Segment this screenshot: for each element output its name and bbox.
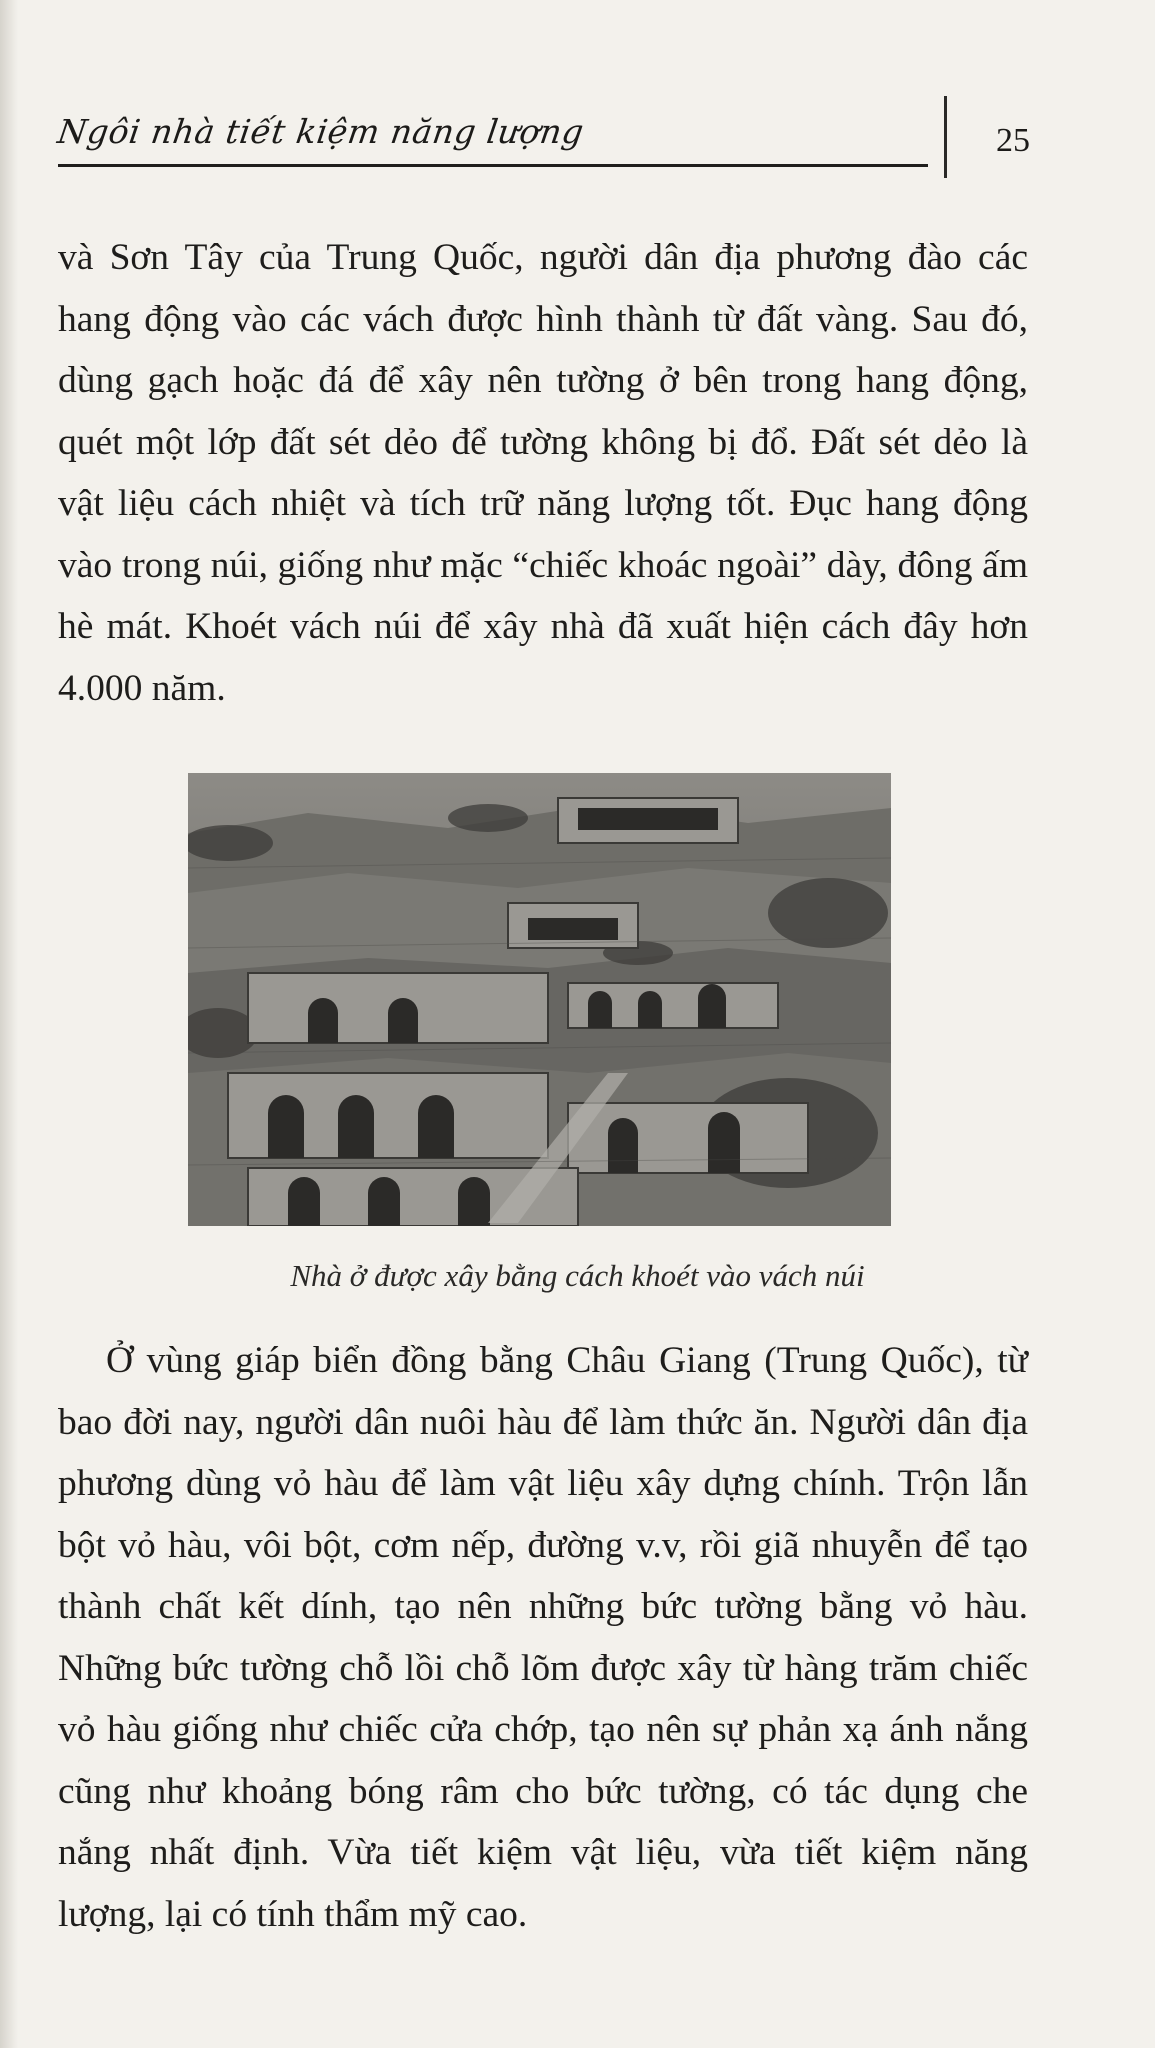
cave-dwellings-photo — [188, 773, 891, 1226]
header-divider-bar — [944, 96, 947, 178]
body-paragraph-1: và Sơn Tây của Trung Quốc, người dân địa phương đào các hang động vào các vách được hình thành từ đất vàng. Sau đó, dùng gạch hoặc đá để xây nên tường ở bên trong hang động, quét một lớp đất sét dẻo để tường không bị đổ. Đất sét dẻo là vật liệu cách nhiệt và tích trữ năng lượng tốt. Đục hang động vào trong núi, giống như mặc “chiếc khoác ngoài” dày, đông ấm hè mát. Khoét vách núi để xây nhà đã xuất hiện cách đây hơn 4.000 năm. — [58, 237, 1028, 709]
figure-caption: Nhà ở được xây bằng cách khoét vào vách núi — [290, 1258, 865, 1293]
page-edge-shadow — [0, 0, 18, 2048]
page-number: 25 — [996, 122, 1030, 159]
page-header — [55, 112, 928, 172]
running-title: Ngôi nhà tiết kiệm năng lượng — [55, 112, 587, 151]
header-rule — [58, 164, 928, 167]
body-paragraph-2: Ở vùng giáp biển đồng bằng Châu Giang (Trung Quốc), từ bao đời nay, người dân nuôi hàu để làm thức ăn. Người dân địa phương dùng vỏ hàu để làm vật liệu xây dựng chính. Trộn lẫn bột vỏ hàu, vôi bột, cơm nếp, đường v.v, rồi giã nhuyễn để tạo thành chất kết dính, tạo nên những bức tường bằng vỏ hàu. Những bức tường chỗ lồi chỗ lõm được xây từ hàng trăm chiếc vỏ hàu giống như chiếc cửa chớp, tạo nên sự phản xạ ánh nắng cũng như khoảng bóng râm cho bức tường, có tác dụng che nắng nhất định. Vừa tiết kiệm vật liệu, vừa tiết kiệm năng lượng, lại có tính thẩm mỹ cao. — [58, 1340, 1028, 1935]
